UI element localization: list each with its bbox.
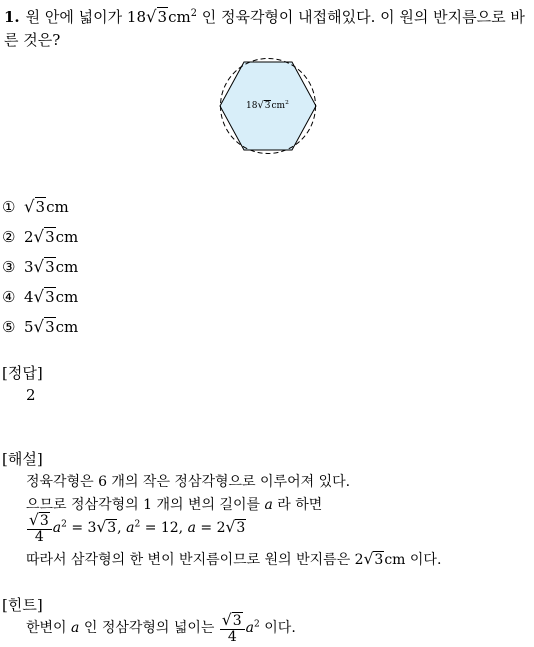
option-1[interactable]: ① √3cm [2, 197, 69, 216]
sqrt: √3 [146, 7, 168, 26]
answer-label: [정답] [2, 364, 43, 382]
explanation-line-2: 으므로 정삼각형의 1 개의 변의 길이를 a 라 하면 [26, 497, 323, 513]
hint-label: [힌트] [2, 596, 43, 614]
hexagon-circle-figure [219, 57, 317, 155]
hint-text: 한변이 a 인 정삼각형의 넓이는 $\frac{√3}{4}$ $a^2$ 이다. [26, 611, 296, 645]
question-text: 1. 원 안에 넓이가 $18√3cm^2$ 인 정육각형이 내접해있다. 이 원의 반지름으로 바른 것은? [4, 7, 525, 49]
option-3[interactable]: ③ 3√3cm [2, 257, 79, 276]
option-4[interactable]: ④ 4√3cm [2, 287, 79, 306]
answer-value: 2 [26, 386, 36, 404]
option-2[interactable]: ② 2√3cm [2, 227, 79, 246]
explanation-label: [해설] [2, 450, 43, 468]
explanation-equation: $\frac{√3}{4}$ $a^2 = 3√3$, $a^2 = 12$, a = 2√3 [29, 511, 246, 545]
question-number: 1. [4, 8, 20, 26]
explanation-line-4: 따라서 삼각형의 한 변이 반지름이므로 원의 반지름은 2√3cm 이다. [26, 550, 442, 568]
figure-area-label: $18√3cm^2$ [246, 100, 289, 111]
option-5[interactable]: ⑤ 5√3cm [2, 317, 79, 336]
explanation-line-1: 정육각형은 6 개의 작은 정삼각형으로 이루어져 있다. [26, 474, 351, 490]
